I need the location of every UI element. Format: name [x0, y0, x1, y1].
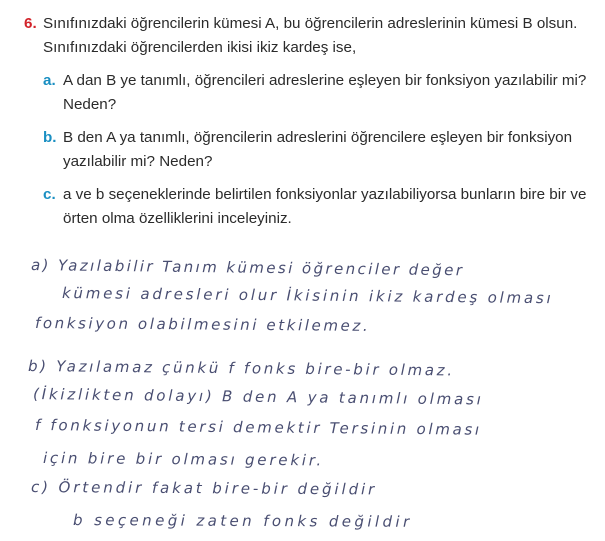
handwritten-line: a) Yazılabilir Tanım kümesi öğrenciler değer	[30, 256, 465, 280]
handwritten-line: b seçeneği zaten fonks değildir	[72, 511, 413, 531]
handwritten-line: (İkizlikten dolayı) B den A ya tanımlı olması	[32, 385, 484, 409]
sub-question-letter: b.	[43, 129, 57, 146]
sub-question-text: A dan B ye tanımlı, öğrencileri adreslerine eşleyen bir fonksiyon yazılabilir mi? Neden?	[63, 72, 587, 113]
handwritten-line: için bire bir olması gerekir.	[42, 449, 325, 470]
handwritten-line: f fonksiyonun tersi demektir Tersinin olması	[34, 416, 482, 439]
question-text: Sınıfınızdaki öğrencilerin kümesi A, bu öğrencilerin adreslerinin kümesi B olsun. Sınıfınızdaki öğrencilerden ikisi ikiz kardeş ise,	[43, 15, 578, 56]
sub-question-letter: a.	[43, 72, 56, 89]
handwritten-line: kümesi adresleri olur İkisinin ikiz kardeş olması	[61, 284, 554, 308]
handwritten-line: b) Yazılamaz çünkü f fonks bire-bir olmaz.	[27, 357, 455, 380]
sub-question-text: a ve b seçeneklerinde belirtilen fonksiyonlar yazılabiliyorsa bunların bire bir ve örten olma özelliklerini inceleyiniz.	[63, 186, 587, 227]
sub-question-letter: c.	[43, 186, 56, 203]
sub-question-text: B den A ya tanımlı, öğrencilerin adreslerini öğrencilere eşleyen bir fonksiyon yazılabilir mi? Neden?	[63, 129, 573, 170]
question-number: 6.	[24, 15, 37, 32]
handwritten-line: fonksiyon olabilmesini etkilemez.	[34, 314, 371, 335]
handwritten-line: c) Örtendir fakat bire-bir değildir	[30, 478, 378, 499]
